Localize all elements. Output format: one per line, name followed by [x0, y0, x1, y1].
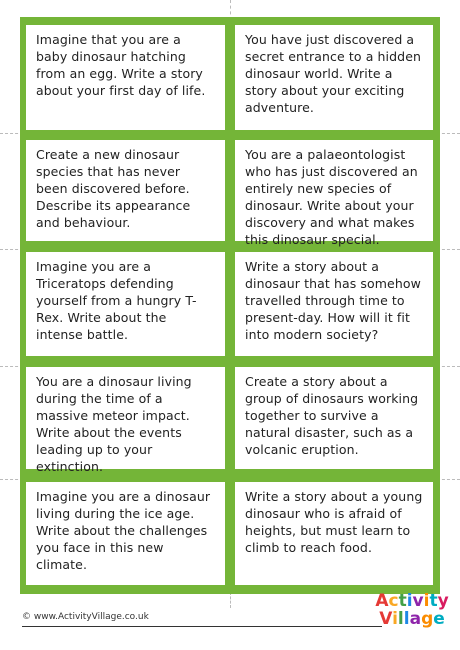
logo-letter: t — [429, 591, 438, 611]
logo-letter: e — [433, 609, 445, 629]
logo-letter: i — [423, 591, 430, 611]
prompt-card-text: Write a story about a dinosaur that has somehow travelled through time to present-day. How will it fit into modern society? — [245, 259, 421, 342]
logo-letter: i — [392, 609, 398, 629]
prompt-card-text: Imagine you are a dinosaur living during the ice age. Write about the challenges you face in this new climate. — [36, 489, 211, 572]
prompt-card — [235, 140, 433, 247]
prompt-card-text: Create a new dinosaur species that has never been discovered before. Describe its appearance and behaviour. — [36, 147, 191, 230]
logo-letter: l — [397, 609, 404, 629]
cut-line — [230, 592, 231, 608]
prompt-card-text: Imagine that you are a baby dinosaur hatching from an egg. Write a story about your first day of life. — [36, 32, 206, 98]
prompt-card — [235, 252, 433, 356]
prompt-card — [26, 25, 225, 130]
prompt-card — [26, 140, 225, 241]
prompt-card — [235, 367, 433, 469]
logo-letter: i — [406, 591, 413, 611]
prompt-card-text: You are a palaeontologist who has just discovered an entirely new species of dinosaur. Write about your discovery and what makes this dinosaur special. — [245, 147, 418, 247]
logo-letter: t — [398, 591, 407, 611]
logo-letter: A — [375, 591, 389, 611]
logo-letter: c — [388, 591, 399, 611]
prompt-card-text: You are a dinosaur living during the time of a massive meteor impact. Write about the events leading up to your extinction. — [36, 374, 192, 474]
logo-letter: v — [412, 591, 424, 611]
prompt-card — [26, 482, 225, 585]
logo-letter: a — [409, 609, 422, 629]
logo-letter: g — [421, 609, 434, 629]
prompt-card-text: Create a story about a group of dinosaurs working together to survive a natural disaster, such as a volcanic eruption. — [245, 374, 419, 457]
logo-word-activity — [372, 592, 452, 610]
logo-word-village — [372, 610, 452, 628]
prompt-cards-board — [20, 17, 440, 594]
prompt-card-text: You have just discovered a secret entrance to a hidden dinosaur world. Write a story about your exciting adventure. — [245, 32, 422, 115]
activity-village-logo — [372, 592, 452, 628]
copyright-notice: © www.ActivityVillage.co.uk — [22, 612, 149, 622]
logo-letter: l — [403, 609, 410, 629]
prompt-card — [26, 367, 225, 474]
prompt-card-text: Write a story about a young dinosaur who is afraid of heights, but must learn to climb to reach food. — [245, 489, 423, 555]
prompt-card — [235, 482, 433, 585]
footer-divider — [22, 626, 382, 627]
logo-letter: V — [379, 609, 393, 629]
prompt-card — [26, 252, 225, 356]
prompt-card-text: Imagine you are a Triceratops defending yourself from a hungry T-Rex. Write about the intense battle. — [36, 259, 197, 342]
logo-letter: y — [437, 591, 449, 611]
prompt-card — [235, 25, 433, 130]
